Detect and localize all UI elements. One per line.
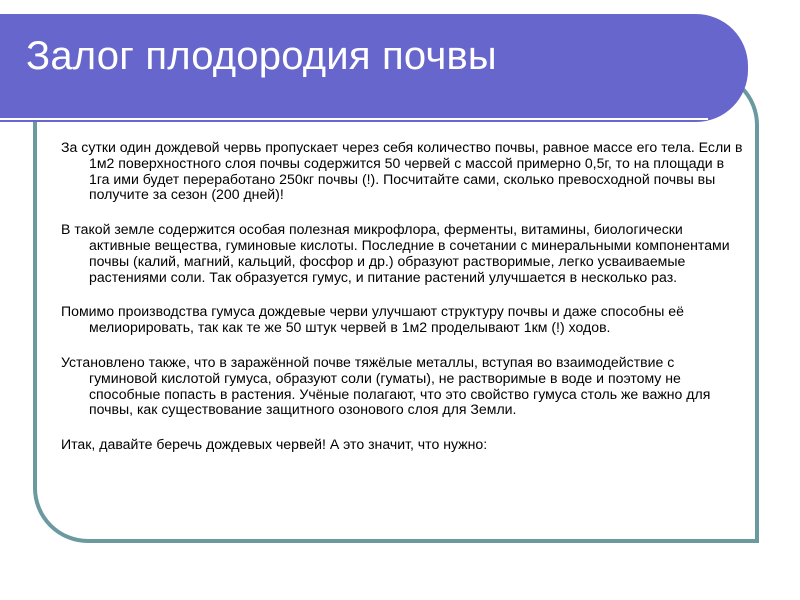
paragraph-1: За сутки один дождевой червь пропускает через себя количество почвы, равное массе его тела. Если в 1м2 поверхностного слоя почвы содержится 50 червей с массой примерно 0,5г, то на площади в 1га ими будет переработано 250кг почвы (!). Посчитайте сами, сколько превосходной почвы вы получите за сезон (200 дней)!: [61, 139, 743, 203]
paragraph-5: Итак, давайте беречь дождевых червей! А это значит, что нужно:: [61, 436, 488, 453]
title-underline: [0, 118, 708, 120]
slide-title: Залог плодородия почвы: [26, 34, 497, 78]
paragraph-4: Установлено также, что в заражённой почве тяжёлые металлы, вступая во взаимодействие с гуминовой кислотой гумуса, образуют соли (гуматы), не растворимые в воде и поэтому не способные попасть в растения. Учёные полагают, что это свойство гумуса столь же важно для почвы, как существование защитного озонового слоя для Земли.: [61, 353, 711, 418]
paragraph-3: Помимо производства гумуса дождевые черви улучшают структуру почвы и даже способны её мелиорировать, так как те же 50 штук червей в 1м2 проделывают 1км (!) ходов.: [61, 303, 684, 336]
slide-body: [61, 140, 745, 472]
paragraph-2: В такой земле содержится особая полезная микрофлора, ферменты, витамины, биологически активные вещества, гуминовые кислоты. Последние в сочетании с минеральными компонентами почвы (калий, магний, кальций, фосфор и др.) образуют растворимые, легко усваиваемые растениями соли. Так образуется гумус, и питание растений улучшается в несколько раз.: [61, 221, 730, 285]
